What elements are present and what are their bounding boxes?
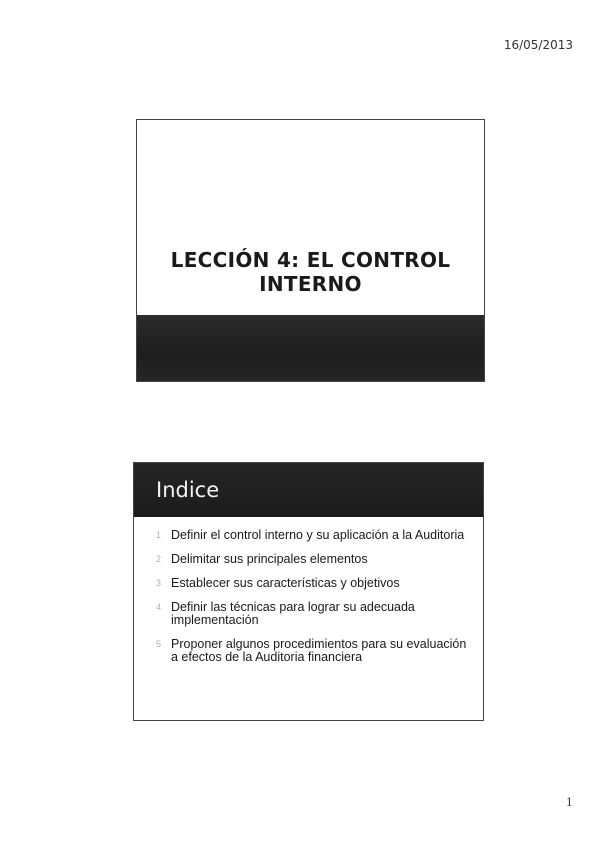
item-text: Proponer algunos procedimientos para su evaluación a efectos de la Auditoria financiera — [171, 637, 467, 664]
slide-footer-band — [137, 315, 484, 381]
item-number: 4 — [156, 602, 162, 612]
list-item — [134, 577, 473, 590]
list-item — [134, 601, 473, 627]
item-text: Definir el control interno y su aplicación a la Auditoria — [171, 528, 465, 542]
item-text: Delimitar sus principales elementos — [171, 552, 368, 566]
item-text: Definir las técnicas para lograr su adecuada implementación — [171, 600, 415, 627]
item-text: Establecer sus características y objetivos — [171, 576, 400, 590]
index-list — [134, 529, 473, 675]
item-number: 5 — [156, 639, 162, 649]
item-number: 1 — [156, 530, 162, 540]
index-title: Indice — [156, 478, 220, 502]
index-slide — [133, 462, 484, 721]
list-item — [134, 553, 473, 566]
list-item — [134, 529, 473, 542]
slide-header-band — [134, 463, 483, 517]
list-item — [134, 638, 473, 664]
page-date: 16/05/2013 — [503, 38, 573, 52]
slide-title: LECCIÓN 4: EL CONTROL INTERNO — [170, 248, 451, 296]
title-slide — [136, 119, 485, 382]
page-number: 1 — [566, 794, 573, 809]
item-number: 3 — [156, 578, 162, 588]
item-number: 2 — [156, 554, 162, 564]
